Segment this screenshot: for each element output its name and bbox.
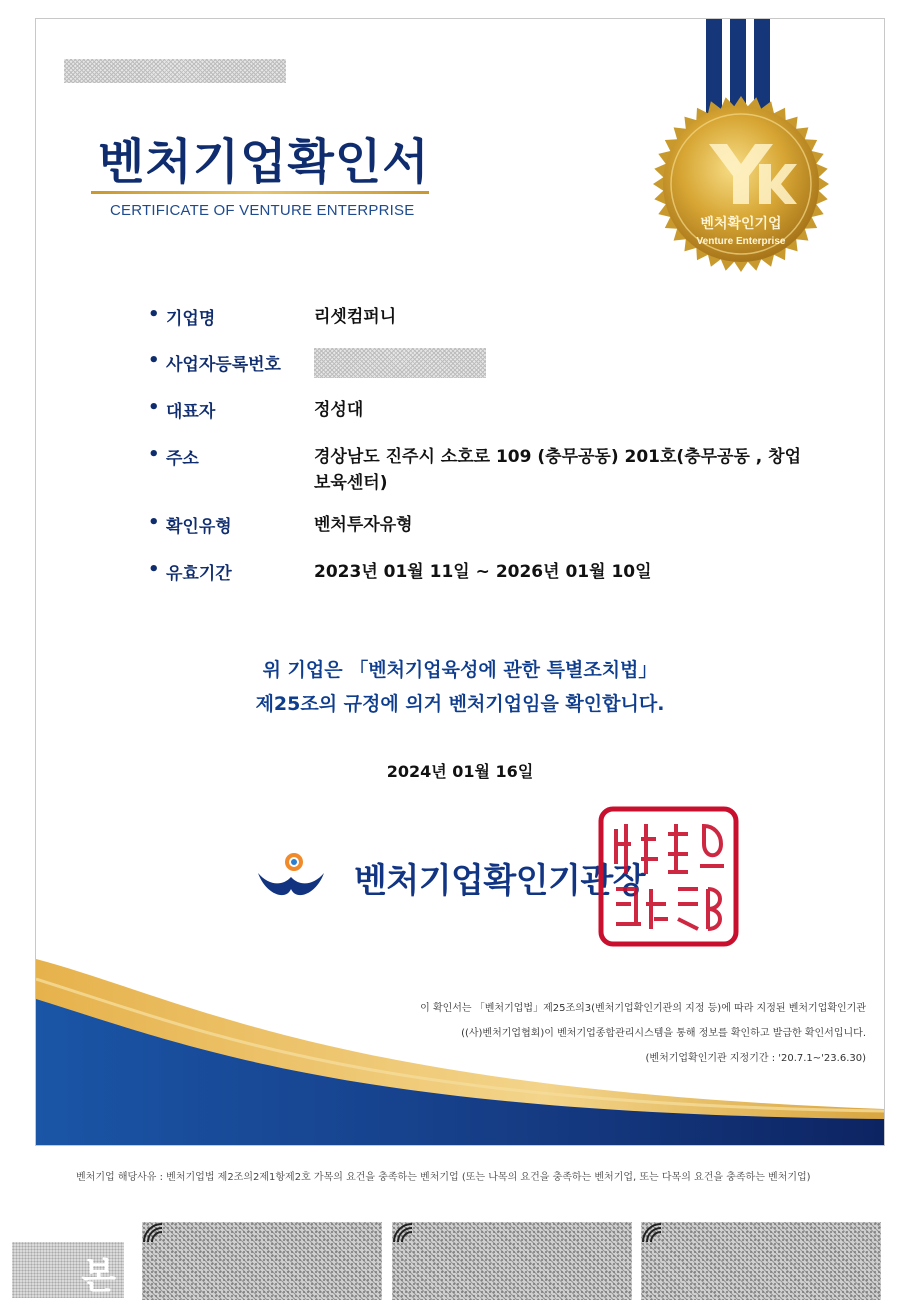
seal-label-en: Venture Enterprise [696, 236, 786, 247]
field-row-address [148, 444, 804, 496]
field-label: 사업자등록번호 [166, 355, 281, 375]
field-row-representative [148, 397, 804, 423]
redacted-document-number [64, 59, 286, 83]
seal-label-ko: 벤처확인기업 [700, 216, 782, 232]
field-row-validity [148, 559, 804, 585]
verification-code-1 [142, 1222, 382, 1300]
certificate-page [35, 18, 885, 1146]
field-label: 대표자 [166, 402, 216, 422]
fine-print-line-3: (벤처기업확인기관 지정기간 : '20.7.1~'23.6.30) [645, 1053, 866, 1064]
venture-reason-footnote: 벤처기업 해당사유 : 벤처기업법 제2조의2제1항제2호 가목의 요건을 충족하는 벤처기업 (또는 나목의 요건을 충족하는 벤처기업, 또는 다목의 요건을 충족하는 벤처기업) [76, 1172, 811, 1183]
issuer-name: 벤처기업확인기관장 [354, 861, 646, 901]
field-value: 경상남도 진주시 소호로 109 (충무공동) 201호(충무공동 , 창업보육센터) [314, 447, 802, 493]
bullet: • [148, 397, 160, 418]
field-label: 주소 [166, 449, 199, 469]
certificate-title: 벤처기업확인서 [98, 134, 430, 190]
corner-mark-icon [142, 1222, 164, 1244]
verification-code-2 [392, 1222, 632, 1300]
issue-date: 2024년 01월 16일 [386, 762, 534, 781]
copy-watermark-badge [12, 1242, 124, 1298]
field-value: 리셋컴퍼니 [314, 307, 397, 327]
bullet: • [148, 444, 160, 465]
corner-mark-icon [392, 1222, 414, 1244]
field-value: 벤처투자유형 [314, 515, 413, 535]
redacted-business-number [314, 348, 486, 378]
field-row-type [148, 512, 804, 538]
field-value: 2023년 01월 11일 ~ 2026년 01월 10일 [314, 562, 652, 582]
field-label: 확인유형 [166, 517, 232, 537]
statement-line-1: 위 기업은 「벤처기업육성에 관한 특별조치법」 [262, 659, 658, 681]
bullet: • [148, 512, 160, 533]
fine-print-line-1: 이 확인서는 「벤처기업법」제25조의3(벤처기업확인기관의 지정 등)에 따라 지정된 벤처기업확인기관 [420, 1003, 866, 1014]
verification-code-3 [641, 1222, 881, 1300]
issuer-logo-icon [256, 851, 326, 901]
certificate-title-en: CERTIFICATE OF VENTURE ENTERPRISE [110, 202, 415, 219]
decorative-waves [36, 939, 884, 1145]
field-label: 유효기간 [166, 564, 232, 584]
bullet: • [148, 304, 160, 325]
field-row-company [148, 304, 804, 330]
corner-mark-icon [641, 1222, 663, 1244]
gold-seal-emblem [651, 94, 831, 274]
bullet: • [148, 350, 160, 371]
statement-line-2: 제25조의 규정에 의거 벤처기업임을 확인합니다. [255, 693, 665, 715]
field-label: 기업명 [166, 309, 216, 329]
field-value-redacted [314, 350, 804, 375]
official-red-stamp [596, 804, 741, 949]
title-underline [91, 191, 429, 194]
field-value: 정성대 [314, 400, 364, 420]
copy-badge-text: 본 [81, 1256, 116, 1297]
bullet: • [148, 559, 160, 580]
field-row-business-number [148, 350, 804, 375]
fine-print-line-2: ((사)벤처기업협회)이 벤처기업종합관리시스템을 통해 정보를 확인하고 발급한 확인서입니다. [461, 1028, 866, 1039]
